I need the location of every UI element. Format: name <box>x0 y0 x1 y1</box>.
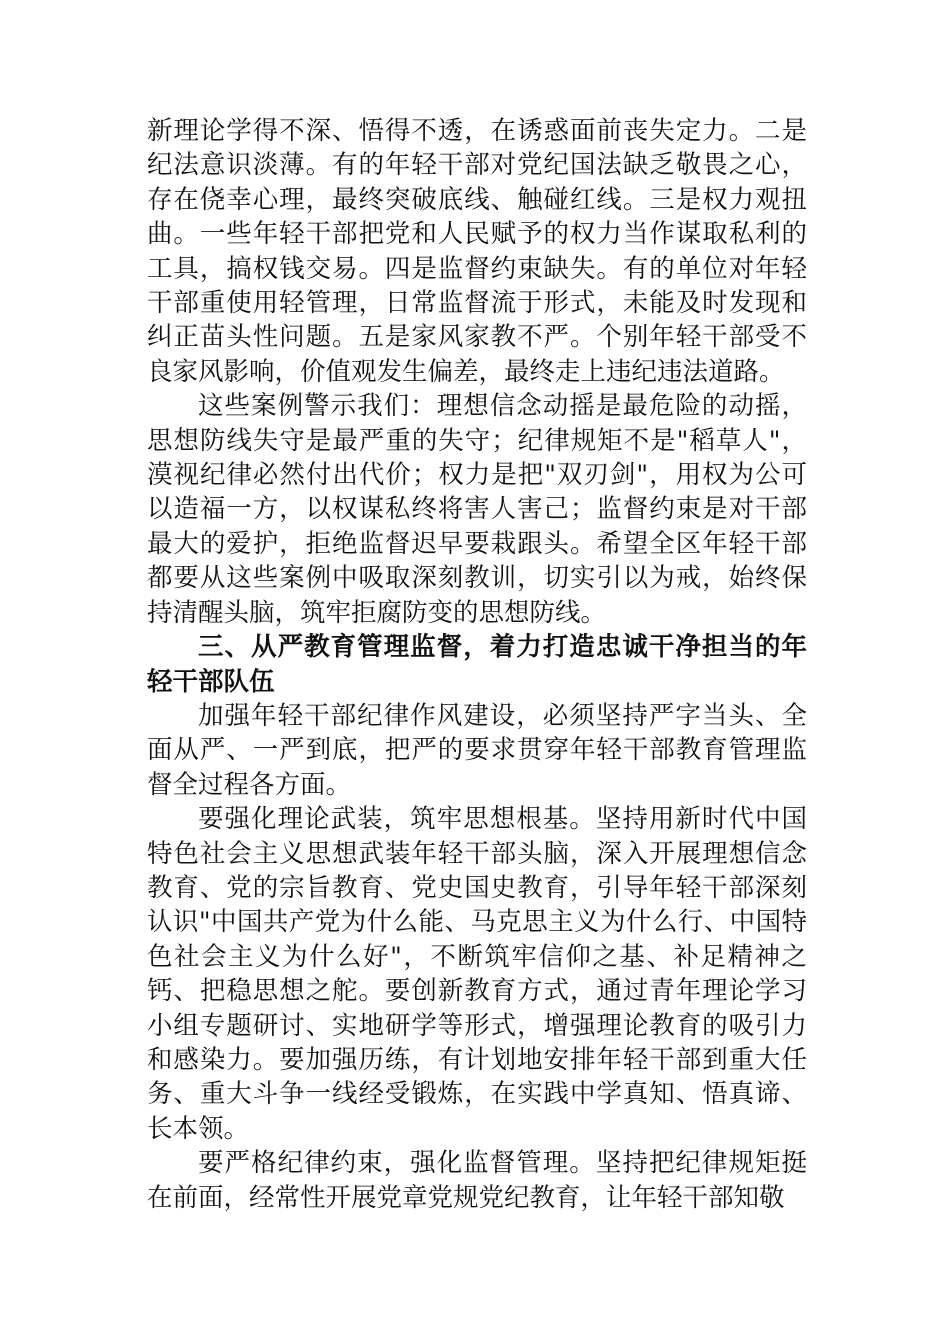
paragraph-strict-discipline: 加强年轻干部纪律作风建设，必须坚持严字当头、全面从严、一严到底，把严的要求贯穿年轻干部教育管理监督全过程各方面。 <box>147 700 807 800</box>
document-body <box>147 114 807 1215</box>
section-heading-three: 三、从严教育管理监督，着力打造忠诚干净担当的年轻干部队伍 <box>147 632 807 697</box>
paragraph-discipline-supervision: 要严格纪律约束，强化监督管理。坚持把纪律规矩挺在前面，经常性开展党章党规党纪教育，让年轻干部知敬 <box>147 1148 807 1213</box>
paragraph-continued: 新理论学得不深、悟得不透，在诱惑面前丧失定力。二是纪法意识淡薄。有的年轻干部对党纪国法缺乏敬畏之心，存在侥幸心理，最终突破底线、触碰红线。三是权力观扭曲。一些年轻干部把党和人民赋予的权力当作谋取私利的工具，搞权钱交易。四是监督约束缺失。有的单位对年轻干部重使用轻管理，日常监督流于形式，未能及时发现和纠正苗头性问题。五是家风家教不严。个别年轻干部受不良家风影响，价值观发生偏差，最终走上违纪违法道路。 <box>147 116 807 387</box>
paragraph-case-warning: 这些案例警示我们：理想信念动摇是最危险的动摇，思想防线失守是最严重的失守；纪律规矩不是"稻草人"，漠视纪律必然付出代价；权力是把"双刃剑"，用权为公可以造福一方，以权谋私终将害人害己；监督约束是对干部最大的爱护，拒绝监督迟早要栽跟头。希望全区年轻干部都要从这些案例中吸取深刻教训，切实引以为戒，始终保持清醒头脑，筑牢拒腐防变的思想防线。 <box>147 391 807 628</box>
paragraph-theory-arming: 要强化理论武装，筑牢思想根基。坚持用新时代中国特色社会主义思想武装年轻干部头脑，深入开展理想信念教育、党的宗旨教育、党史国史教育，引导年轻干部深刻认识"中国共产党为什么能、马克思主义为什么行、中国特色社会主义为什么好"，不断筑牢信仰之基、补足精神之钙、把稳思想之舵。要创新教育方式，通过青年理论学习小组专题研讨、实地研学等形式，增强理论教育的吸引力和感染力。要加强历练，有计划地安排年轻干部到重大任务、重大斗争一线经受锻炼，在实践中学真知、悟真谛、长本领。 <box>147 804 807 1144</box>
